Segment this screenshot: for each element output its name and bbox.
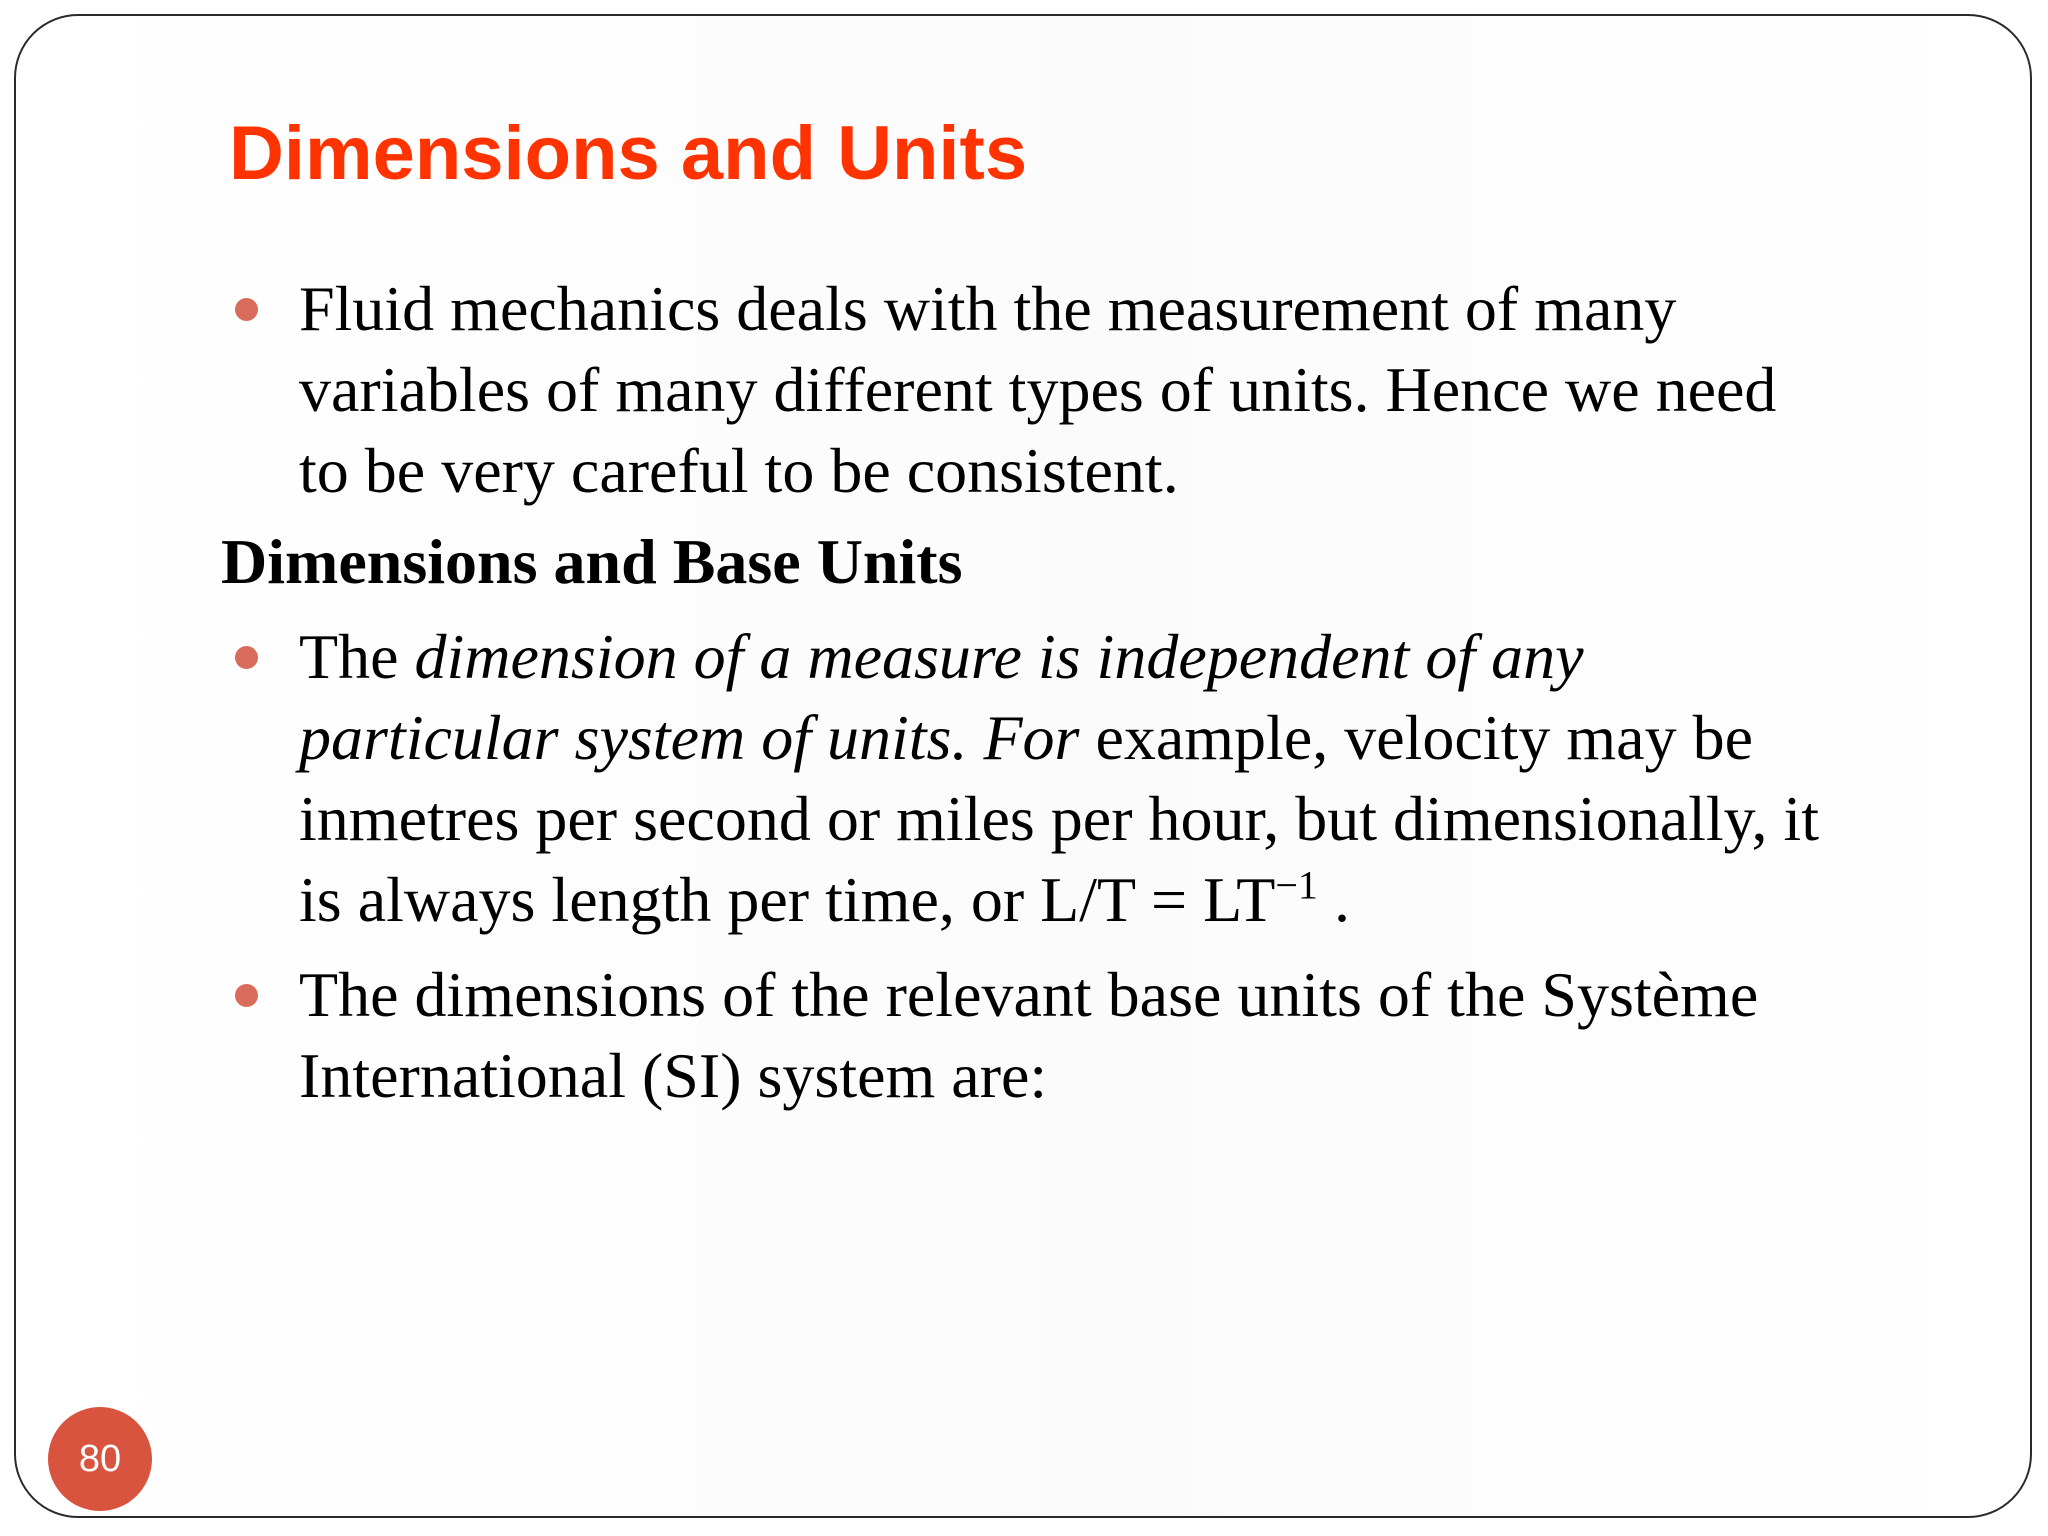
bullet-dot-icon bbox=[235, 298, 258, 321]
subheading-dimensions-base-units: Dimensions and Base Units bbox=[221, 526, 963, 597]
page-number-badge: 80 bbox=[48, 1407, 152, 1511]
bullet-line bbox=[299, 616, 1941, 697]
bullet-line: variables of many different types of units. Hence we need bbox=[299, 354, 1777, 425]
bullet-dot-icon bbox=[235, 984, 258, 1007]
bullet-line: International (SI) system are: bbox=[299, 1040, 1048, 1111]
bullet-line bbox=[299, 859, 1941, 940]
italic-run: dimension of a measure is independent of any bbox=[414, 621, 1584, 692]
slide-title: Dimensions and Units bbox=[229, 111, 1028, 196]
text-run: example, velocity may be bbox=[1079, 702, 1753, 773]
bullet-line: inmetres per second or miles per hour, but dimensionally, it bbox=[299, 783, 1820, 854]
text-run: . bbox=[1317, 864, 1350, 935]
slide bbox=[14, 14, 2032, 1518]
italic-run: For bbox=[983, 702, 1080, 773]
bullet-line: The dimensions of the relevant base units of the Système bbox=[299, 959, 1759, 1030]
italic-run: particular system of units. bbox=[299, 702, 984, 773]
superscript-exponent: −1 bbox=[1275, 862, 1318, 908]
text-run: is always length per time, or L/T = LT bbox=[299, 864, 1276, 935]
bullet-line: to be very careful to be consistent. bbox=[299, 435, 1179, 506]
slide-body bbox=[221, 268, 1941, 1116]
bullet-si-system bbox=[221, 954, 1941, 1116]
bullet-line bbox=[299, 697, 1941, 778]
bullet-dot-icon bbox=[235, 646, 258, 669]
bullet-fluid-mechanics bbox=[221, 268, 1941, 511]
bullet-line: Fluid mechanics deals with the measurement of many bbox=[299, 273, 1677, 344]
bullet-dimension-definition bbox=[221, 616, 1941, 940]
text-run: The bbox=[299, 621, 415, 692]
